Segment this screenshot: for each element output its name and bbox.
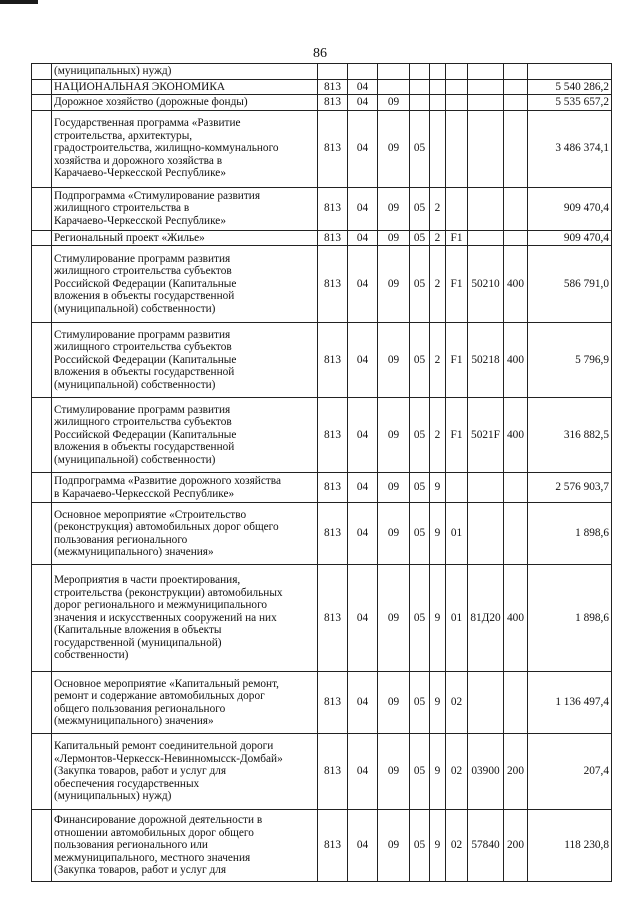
row-index-cell: [32, 503, 52, 565]
admin-code-cell: 813: [318, 503, 348, 565]
expense-type-code-cell: [504, 473, 528, 503]
section-code-cell: 04: [348, 187, 378, 230]
item-name-line: (муниципальных) нужд): [54, 790, 172, 803]
item-name-line: ремонт и содержание автомобильных дорог: [54, 690, 265, 702]
item-name-line: (Капитальные вложения в объекты: [54, 624, 222, 637]
item-name-line: (муниципальной) собственности): [54, 378, 216, 391]
item-name-line: Дорожное хозяйство (дорожные фонды): [54, 96, 248, 108]
target-code-cell: [468, 473, 504, 503]
target-code-cell: [468, 64, 504, 80]
item-name-line: (межмуниципального) значения»: [54, 715, 214, 727]
target-code-cell: 81Д20: [468, 565, 504, 672]
item-name-cell: [52, 503, 318, 565]
section-code-cell: 04: [348, 230, 378, 246]
item-name-line: отношении автомобильных дорог общего: [54, 826, 254, 839]
item-name-line: Подпрограмма «Стимулирование развития: [54, 189, 261, 202]
section-code-cell: 04: [348, 110, 378, 187]
subsection-code-cell: 09: [378, 230, 410, 246]
subprogram-code-cell: [430, 110, 446, 187]
row-index-cell: [32, 246, 52, 323]
budget-table: [31, 63, 612, 882]
event-code-cell: 02: [446, 734, 468, 810]
row-index-cell: [32, 110, 52, 187]
row-index-cell: [32, 565, 52, 672]
event-code-cell: [446, 187, 468, 230]
expense-type-code-cell: [504, 503, 528, 565]
expense-type-code-cell: 400: [504, 246, 528, 323]
amount-cell: [528, 64, 612, 80]
event-code-cell: [446, 79, 468, 95]
amount-cell: 5 540 286,2: [528, 79, 612, 95]
item-name-cell: [52, 810, 318, 882]
table-row: [32, 110, 612, 187]
subsection-code-cell: 09: [378, 734, 410, 810]
section-code-cell: 04: [348, 503, 378, 565]
admin-code-cell: 813: [318, 398, 348, 473]
item-name-line: Финансирование дорожной деятельности в: [54, 814, 263, 827]
amount-cell: 586 791,0: [528, 246, 612, 323]
amount-cell: 909 470,4: [528, 187, 612, 230]
item-name-line: жилищного строительства субъектов: [54, 416, 232, 429]
row-index-cell: [32, 64, 52, 80]
item-name-line: Мероприятия в части проектирования,: [54, 574, 241, 587]
item-name-line: (реконструкция) автомобильных дорог общего: [54, 521, 279, 533]
item-name-line: (Закупка товаров, работ и услуг для: [54, 864, 227, 877]
item-name-line: обеспечения государственных: [54, 777, 200, 790]
subsection-code-cell: 09: [378, 323, 410, 398]
row-index-cell: [32, 810, 52, 882]
program-code-cell: [410, 64, 430, 80]
amount-cell: 909 470,4: [528, 230, 612, 246]
section-code-cell: 04: [348, 672, 378, 734]
subprogram-code-cell: 2: [430, 323, 446, 398]
expense-type-code-cell: [504, 79, 528, 95]
admin-code-cell: 813: [318, 672, 348, 734]
program-code-cell: 05: [410, 323, 430, 398]
subsection-code-cell: 09: [378, 672, 410, 734]
item-name-line: «Лермонтов-Черкесск-Невинномысск-Домбай»: [54, 752, 283, 765]
expense-type-code-cell: 400: [504, 398, 528, 473]
admin-code-cell: 813: [318, 95, 348, 111]
section-code-cell: 04: [348, 323, 378, 398]
subprogram-code-cell: [430, 64, 446, 80]
page-number: 86: [313, 46, 327, 61]
expense-type-code-cell: [504, 672, 528, 734]
event-code-cell: F1: [446, 398, 468, 473]
event-code-cell: [446, 473, 468, 503]
table-row: [32, 503, 612, 565]
table-row: [32, 473, 612, 503]
item-name-line: Карачаево-Черкесской Республике»: [54, 214, 226, 227]
item-name-cell: [52, 95, 318, 111]
table-row: [32, 79, 612, 95]
event-code-cell: [446, 64, 468, 80]
program-code-cell: 05: [410, 565, 430, 672]
row-index-cell: [32, 473, 52, 503]
event-code-cell: 01: [446, 503, 468, 565]
section-code-cell: 04: [348, 734, 378, 810]
program-code-cell: 05: [410, 503, 430, 565]
section-code-cell: 04: [348, 246, 378, 323]
program-code-cell: 05: [410, 473, 430, 503]
program-code-cell: 05: [410, 734, 430, 810]
row-index-cell: [32, 672, 52, 734]
item-name-cell: [52, 79, 318, 95]
item-name-line: (муниципальной) собственности): [54, 453, 216, 466]
admin-code-cell: 813: [318, 110, 348, 187]
program-code-cell: 05: [410, 110, 430, 187]
item-name-line: Основное мероприятие «Капитальный ремонт,: [54, 677, 279, 690]
table-row: [32, 64, 612, 80]
item-name-line: значения и искусственных сооружений на них: [54, 611, 277, 624]
expense-type-code-cell: [504, 187, 528, 230]
program-code-cell: 05: [410, 246, 430, 323]
expense-type-code-cell: 200: [504, 734, 528, 810]
section-code-cell: 04: [348, 810, 378, 882]
item-name-line: (муниципальной) собственности): [54, 302, 216, 315]
table-row: [32, 734, 612, 810]
event-code-cell: [446, 110, 468, 187]
item-name-line: Российской Федерации (Капитальные: [54, 428, 237, 441]
amount-cell: 5 535 657,2: [528, 95, 612, 111]
event-code-cell: 02: [446, 672, 468, 734]
row-index-cell: [32, 230, 52, 246]
target-code-cell: [468, 187, 504, 230]
admin-code-cell: 813: [318, 79, 348, 95]
item-name-cell: [52, 473, 318, 503]
event-code-cell: 02: [446, 810, 468, 882]
admin-code-cell: 813: [318, 246, 348, 323]
item-name-line: Основное мероприятие «Строительство: [54, 508, 247, 521]
table-row: [32, 398, 612, 473]
item-name-cell: [52, 398, 318, 473]
item-name-cell: [52, 110, 318, 187]
amount-cell: 118 230,8: [528, 810, 612, 882]
item-name-line: градостроительства, жилищно-коммунального: [54, 142, 279, 155]
target-code-cell: [468, 230, 504, 246]
event-code-cell: [446, 95, 468, 111]
expense-type-code-cell: 400: [504, 565, 528, 672]
item-name-line: Региональный проект «Жилье»: [54, 231, 205, 244]
target-code-cell: 50218: [468, 323, 504, 398]
target-code-cell: [468, 79, 504, 95]
subsection-code-cell: 09: [378, 810, 410, 882]
item-name-cell: [52, 64, 318, 80]
amount-cell: 2 576 903,7: [528, 473, 612, 503]
admin-code-cell: 813: [318, 187, 348, 230]
program-code-cell: 05: [410, 187, 430, 230]
admin-code-cell: 813: [318, 734, 348, 810]
item-name-line: Карачаево-Черкесской Республике»: [54, 167, 226, 180]
expense-type-code-cell: [504, 110, 528, 187]
subsection-code-cell: 09: [378, 95, 410, 111]
item-name-line: общего пользования регионального: [54, 702, 226, 715]
row-index-cell: [32, 323, 52, 398]
item-name-cell: [52, 323, 318, 398]
item-name-line: Капитальный ремонт соединительной дороги: [54, 740, 274, 753]
event-code-cell: 01: [446, 565, 468, 672]
admin-code-cell: [318, 64, 348, 80]
item-name-line: собственности): [54, 649, 129, 662]
subprogram-code-cell: 2: [430, 187, 446, 230]
item-name-line: вложения в объекты государственной: [54, 441, 235, 454]
table-row: [32, 95, 612, 111]
table-row: [32, 565, 612, 672]
subsection-code-cell: 09: [378, 110, 410, 187]
item-name-line: Стимулирование программ развития: [54, 403, 231, 416]
item-name-line: строительства (реконструкции) автомобильных: [54, 586, 283, 599]
item-name-cell: [52, 246, 318, 323]
subprogram-code-cell: 2: [430, 398, 446, 473]
program-code-cell: [410, 95, 430, 111]
item-name-line: пользования регионального: [54, 533, 188, 546]
expense-type-code-cell: [504, 230, 528, 246]
row-index-cell: [32, 187, 52, 230]
item-name-line: вложения в объекты государственной: [54, 366, 235, 379]
subprogram-code-cell: 2: [430, 246, 446, 323]
event-code-cell: F1: [446, 230, 468, 246]
item-name-line: жилищного строительства субъектов: [54, 341, 232, 354]
target-code-cell: [468, 672, 504, 734]
subsection-code-cell: 09: [378, 565, 410, 672]
budget-table-body: [32, 64, 612, 882]
row-index-cell: [32, 398, 52, 473]
subprogram-code-cell: 9: [430, 565, 446, 672]
subsection-code-cell: [378, 79, 410, 95]
item-name-line: государственной (муниципальной): [54, 636, 222, 649]
program-code-cell: 05: [410, 230, 430, 246]
amount-cell: 1 898,6: [528, 565, 612, 672]
section-code-cell: [348, 64, 378, 80]
item-name-line: (Закупка товаров, работ и услуг для: [54, 765, 227, 778]
item-name-line: жилищного строительства в: [54, 202, 190, 215]
row-index-cell: [32, 79, 52, 95]
subprogram-code-cell: 2: [430, 230, 446, 246]
item-name-line: (муниципальных) нужд): [54, 65, 172, 77]
row-index-cell: [32, 734, 52, 810]
subprogram-code-cell: 9: [430, 810, 446, 882]
subsection-code-cell: 09: [378, 473, 410, 503]
admin-code-cell: 813: [318, 565, 348, 672]
subprogram-code-cell: [430, 79, 446, 95]
table-row: [32, 323, 612, 398]
item-name-cell: [52, 672, 318, 734]
item-name-line: Стимулирование программ развития: [54, 252, 231, 265]
subprogram-code-cell: 9: [430, 473, 446, 503]
amount-cell: 5 796,9: [528, 323, 612, 398]
admin-code-cell: 813: [318, 810, 348, 882]
item-name-line: пользования регионального или: [54, 839, 208, 852]
target-code-cell: [468, 110, 504, 187]
target-code-cell: 57840: [468, 810, 504, 882]
program-code-cell: 05: [410, 398, 430, 473]
program-code-cell: 05: [410, 672, 430, 734]
subsection-code-cell: 09: [378, 503, 410, 565]
subprogram-code-cell: 9: [430, 672, 446, 734]
section-code-cell: 04: [348, 95, 378, 111]
item-name-line: межмуниципального, местного значения: [54, 851, 251, 864]
amount-cell: 1 136 497,4: [528, 672, 612, 734]
item-name-line: вложения в объекты государственной: [54, 290, 235, 303]
amount-cell: 1 898,6: [528, 503, 612, 565]
item-name-line: в Карачаево-Черкесской Республике»: [54, 487, 235, 500]
table-row: [32, 230, 612, 246]
item-name-cell: [52, 230, 318, 246]
subprogram-code-cell: 9: [430, 503, 446, 565]
item-name-line: (межмуниципального) значения»: [54, 546, 214, 558]
top-rule: [0, 0, 38, 4]
target-code-cell: [468, 95, 504, 111]
item-name-cell: [52, 734, 318, 810]
item-name-line: Подпрограмма «Развитие дорожного хозяйства: [54, 475, 281, 487]
event-code-cell: F1: [446, 246, 468, 323]
item-name-line: хозяйства и дорожного хозяйства в: [54, 154, 223, 167]
item-name-line: строительства, архитектуры,: [54, 129, 193, 142]
section-code-cell: 04: [348, 565, 378, 672]
target-code-cell: 5021F: [468, 398, 504, 473]
item-name-line: Государственная программа «Развитие: [54, 117, 241, 130]
row-index-cell: [32, 95, 52, 111]
expense-type-code-cell: 400: [504, 323, 528, 398]
admin-code-cell: 813: [318, 473, 348, 503]
item-name-line: Российской Федерации (Капитальные: [54, 353, 237, 366]
admin-code-cell: 813: [318, 323, 348, 398]
section-code-cell: 04: [348, 473, 378, 503]
subsection-code-cell: 09: [378, 246, 410, 323]
target-code-cell: [468, 503, 504, 565]
expense-type-code-cell: [504, 64, 528, 80]
subsection-code-cell: [378, 64, 410, 80]
table-row: [32, 672, 612, 734]
table-row: [32, 246, 612, 323]
table-row: [32, 810, 612, 882]
item-name-cell: [52, 187, 318, 230]
item-name-line: жилищного строительства субъектов: [54, 265, 232, 278]
subprogram-code-cell: [430, 95, 446, 111]
amount-cell: 207,4: [528, 734, 612, 810]
event-code-cell: F1: [446, 323, 468, 398]
item-name-line: Стимулирование программ развития: [54, 328, 231, 341]
subsection-code-cell: 09: [378, 187, 410, 230]
item-name-line: НАЦИОНАЛЬНАЯ ЭКОНОМИКА: [54, 80, 226, 93]
item-name-cell: [52, 565, 318, 672]
subsection-code-cell: 09: [378, 398, 410, 473]
expense-type-code-cell: 200: [504, 810, 528, 882]
program-code-cell: [410, 79, 430, 95]
target-code-cell: 50210: [468, 246, 504, 323]
subprogram-code-cell: 9: [430, 734, 446, 810]
item-name-line: дорог регионального и межмуниципального: [54, 599, 268, 612]
admin-code-cell: 813: [318, 230, 348, 246]
table-row: [32, 187, 612, 230]
amount-cell: 3 486 374,1: [528, 110, 612, 187]
target-code-cell: 03900: [468, 734, 504, 810]
section-code-cell: 04: [348, 398, 378, 473]
program-code-cell: 05: [410, 810, 430, 882]
amount-cell: 316 882,5: [528, 398, 612, 473]
section-code-cell: 04: [348, 79, 378, 95]
expense-type-code-cell: [504, 95, 528, 111]
item-name-line: Российской Федерации (Капитальные: [54, 277, 237, 290]
